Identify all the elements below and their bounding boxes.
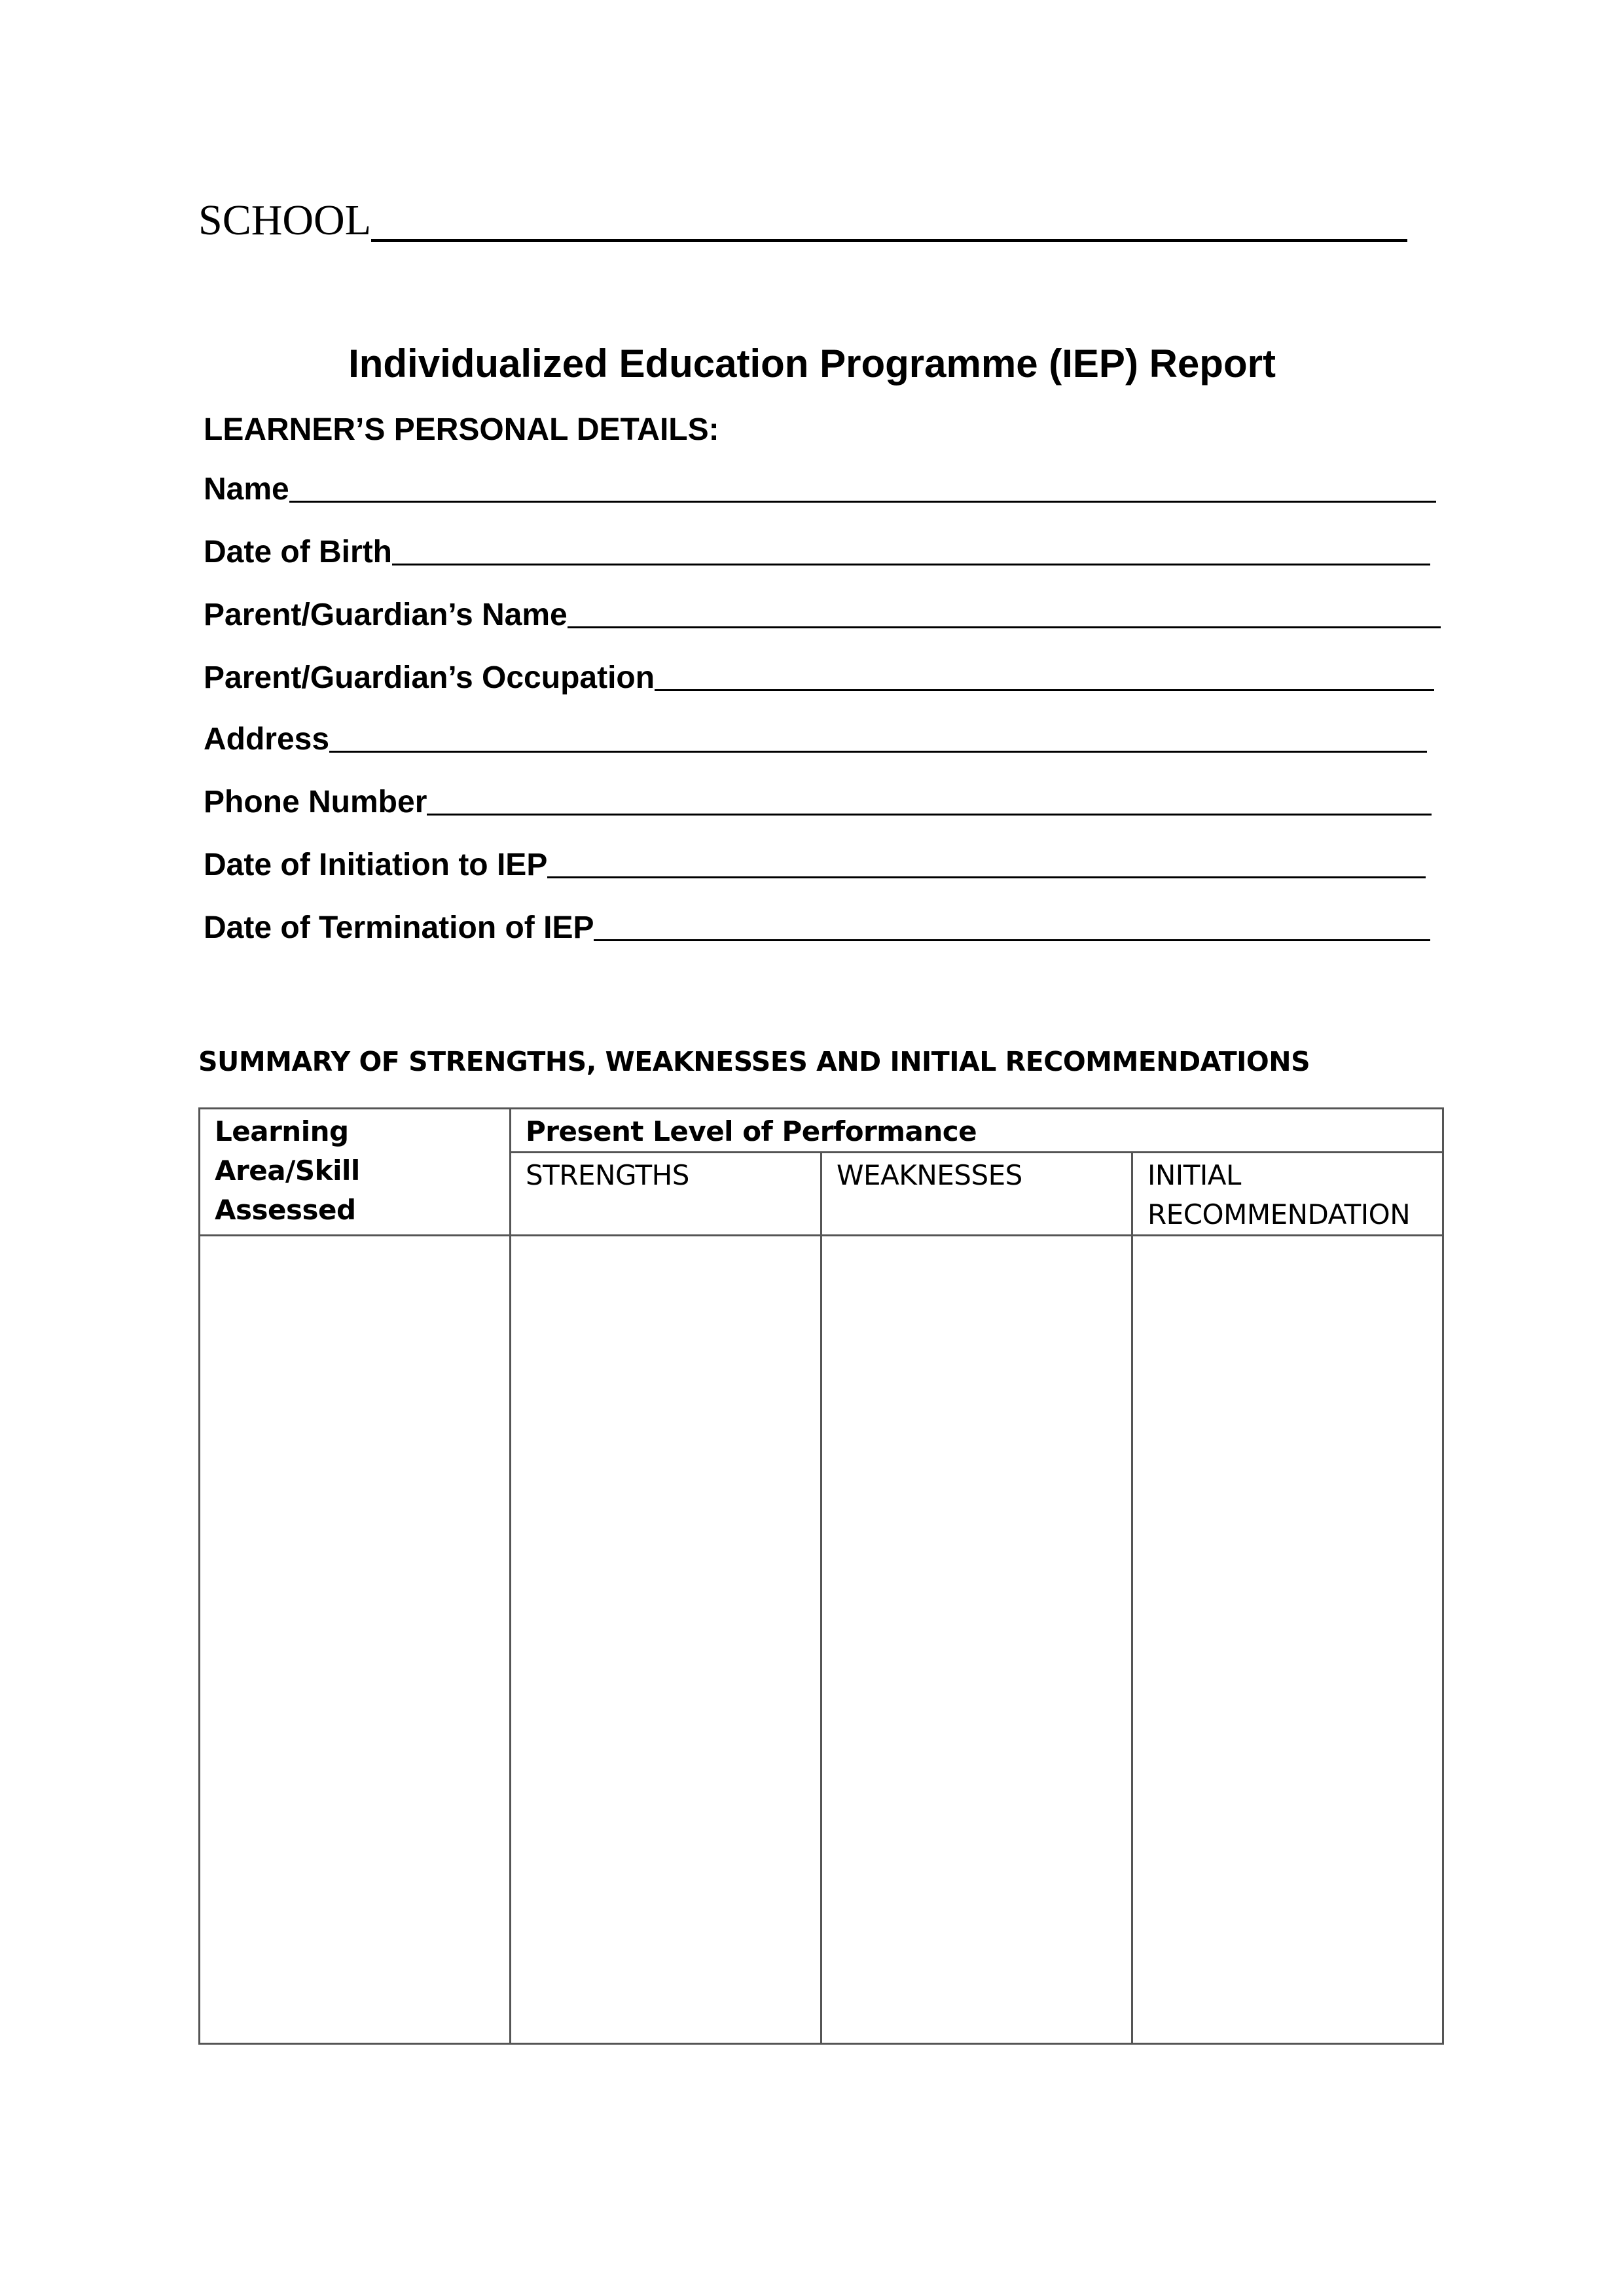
guardian-occupation-field bbox=[204, 657, 1434, 696]
name-label: Name bbox=[204, 472, 289, 507]
personal-details-heading: LEARNER’S PERSONAL DETAILS: bbox=[204, 412, 719, 447]
strengths-header: STRENGTHS bbox=[511, 1153, 821, 1236]
summary-heading: SUMMARY OF STRENGTHS, WEAKNESSES AND INITIAL RECOMMENDATIONS bbox=[198, 1046, 1310, 1077]
guardian-occupation-label: Parent/Guardian’s Occupation bbox=[204, 660, 655, 695]
table-row bbox=[200, 1236, 1443, 2044]
guardian-occupation-blank-line[interactable] bbox=[655, 689, 1434, 691]
termination-date-blank-line[interactable] bbox=[594, 939, 1430, 941]
initial-recommendation-header: INITIAL RECOMMENDATION bbox=[1132, 1153, 1443, 1236]
guardian-name-blank-line[interactable] bbox=[568, 626, 1441, 628]
learning-area-header: Learning Area/Skill Assessed bbox=[200, 1109, 511, 1236]
summary-table bbox=[198, 1107, 1444, 2045]
page-title: Individualized Education Programme (IEP) Report bbox=[348, 342, 1276, 386]
initiation-date-label: Date of Initiation to IEP bbox=[204, 848, 548, 882]
phone-number-blank-line[interactable] bbox=[427, 814, 1432, 816]
weaknesses-header: WEAKNESSES bbox=[821, 1153, 1132, 1236]
school-label: SCHOOL bbox=[198, 196, 372, 244]
initiation-date-blank-line[interactable] bbox=[547, 876, 1426, 878]
weaknesses-cell[interactable] bbox=[821, 1236, 1132, 2044]
address-field bbox=[204, 719, 1427, 758]
termination-date-field bbox=[204, 907, 1430, 946]
learning-area-cell[interactable] bbox=[200, 1236, 511, 2044]
date-of-birth-blank-line[interactable] bbox=[392, 564, 1430, 565]
guardian-name-field bbox=[204, 594, 1441, 634]
date-of-birth-field bbox=[204, 531, 1430, 571]
present-level-header: Present Level of Performance bbox=[511, 1109, 1443, 1153]
school-field bbox=[198, 190, 1407, 242]
address-label: Address bbox=[204, 722, 330, 757]
strengths-cell[interactable] bbox=[511, 1236, 821, 2044]
date-of-birth-label: Date of Birth bbox=[204, 535, 392, 569]
name-blank-line[interactable] bbox=[289, 501, 1436, 503]
address-blank-line[interactable] bbox=[329, 751, 1427, 753]
initial-recommendation-cell[interactable] bbox=[1132, 1236, 1443, 2044]
phone-number-label: Phone Number bbox=[204, 785, 427, 819]
initiation-date-field bbox=[204, 844, 1426, 884]
termination-date-label: Date of Termination of IEP bbox=[204, 910, 594, 945]
phone-number-field bbox=[204, 781, 1432, 821]
name-field bbox=[204, 469, 1436, 508]
guardian-name-label: Parent/Guardian’s Name bbox=[204, 598, 568, 632]
school-blank-line[interactable] bbox=[371, 239, 1407, 242]
